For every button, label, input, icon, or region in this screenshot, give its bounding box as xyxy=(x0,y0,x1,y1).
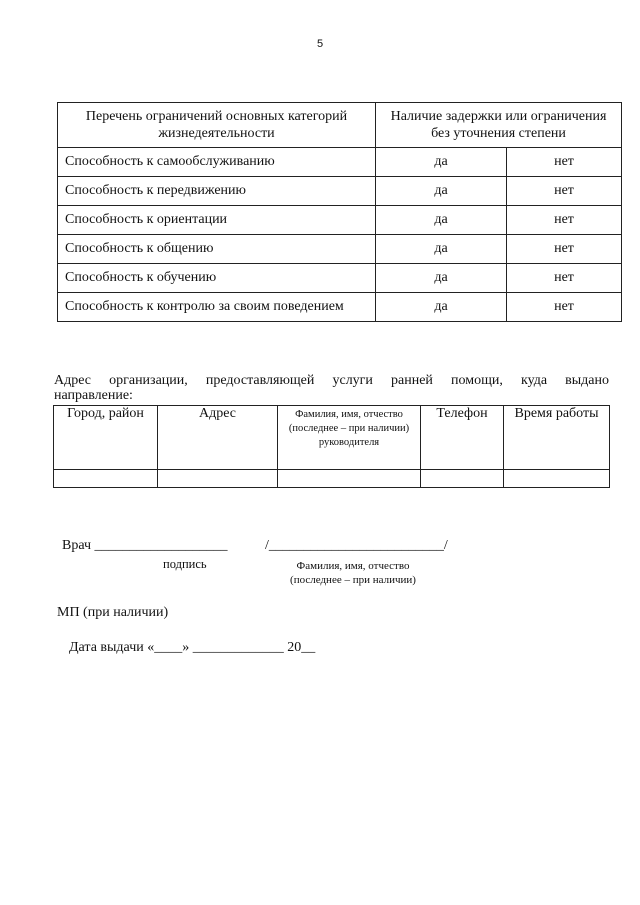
restriction-label: Способность к ориентации xyxy=(58,206,376,235)
name-caption xyxy=(278,559,428,587)
city-cell[interactable] xyxy=(54,470,158,488)
table-row xyxy=(58,206,622,235)
yes-option[interactable]: да xyxy=(376,148,507,177)
restriction-label: Способность к обучению xyxy=(58,264,376,293)
availability-header: Наличие задержки или ограничения без уточнения степени xyxy=(376,103,622,148)
table-row xyxy=(58,264,622,293)
restriction-label: Способность к самообслуживанию xyxy=(58,148,376,177)
address-section-title: Адрес организации, предоставляющей услуги ранней помощи, куда выдано xyxy=(54,373,609,388)
address-section-title-cont: направление: xyxy=(54,388,133,403)
table-row xyxy=(58,235,622,264)
column-hours: Время работы xyxy=(504,406,610,470)
column-address: Адрес xyxy=(158,406,278,470)
no-option[interactable]: нет xyxy=(507,148,622,177)
no-option[interactable]: нет xyxy=(507,293,622,322)
column-phone: Телефон xyxy=(421,406,504,470)
column-head-name: Фамилия, имя, отчество (последнее – при наличии) руководителя xyxy=(278,406,421,470)
yes-option[interactable]: да xyxy=(376,264,507,293)
hours-cell[interactable] xyxy=(504,470,610,488)
page-number: 5 xyxy=(316,38,324,50)
address-table xyxy=(53,405,610,488)
address-cell[interactable] xyxy=(158,470,278,488)
no-option[interactable]: нет xyxy=(507,177,622,206)
restriction-label: Способность к передвижению xyxy=(58,177,376,206)
issue-date-line[interactable]: Дата выдачи «____» _____________ 20__ xyxy=(69,640,316,655)
table-header-row xyxy=(58,103,622,148)
restrictions-header: Перечень ограничений основных категорий жизнедеятельности xyxy=(58,103,376,148)
restriction-label: Способность к общению xyxy=(58,235,376,264)
table-row xyxy=(58,148,622,177)
table-header-row xyxy=(54,406,610,470)
table-row xyxy=(58,293,622,322)
name-caption-line1: Фамилия, имя, отчество xyxy=(296,560,410,572)
yes-option[interactable]: да xyxy=(376,293,507,322)
no-option[interactable]: нет xyxy=(507,235,622,264)
signature-caption: подпись xyxy=(163,557,207,571)
yes-option[interactable]: да xyxy=(376,177,507,206)
doctor-name-line[interactable]: /_________________________/ xyxy=(265,538,448,553)
stamp-note: МП (при наличии) xyxy=(57,605,169,620)
name-caption-line2: (последнее – при наличии) xyxy=(290,574,416,586)
table-row xyxy=(58,177,622,206)
doctor-signature-line[interactable]: Врач ___________________ xyxy=(62,538,228,553)
no-option[interactable]: нет xyxy=(507,264,622,293)
head-name-cell[interactable] xyxy=(278,470,421,488)
yes-option[interactable]: да xyxy=(376,206,507,235)
restriction-label: Способность к контролю за своим поведением xyxy=(58,293,376,322)
yes-option[interactable]: да xyxy=(376,235,507,264)
no-option[interactable]: нет xyxy=(507,206,622,235)
phone-cell[interactable] xyxy=(421,470,504,488)
column-city: Город, район xyxy=(54,406,158,470)
table-row xyxy=(54,470,610,488)
restrictions-table xyxy=(57,102,622,322)
